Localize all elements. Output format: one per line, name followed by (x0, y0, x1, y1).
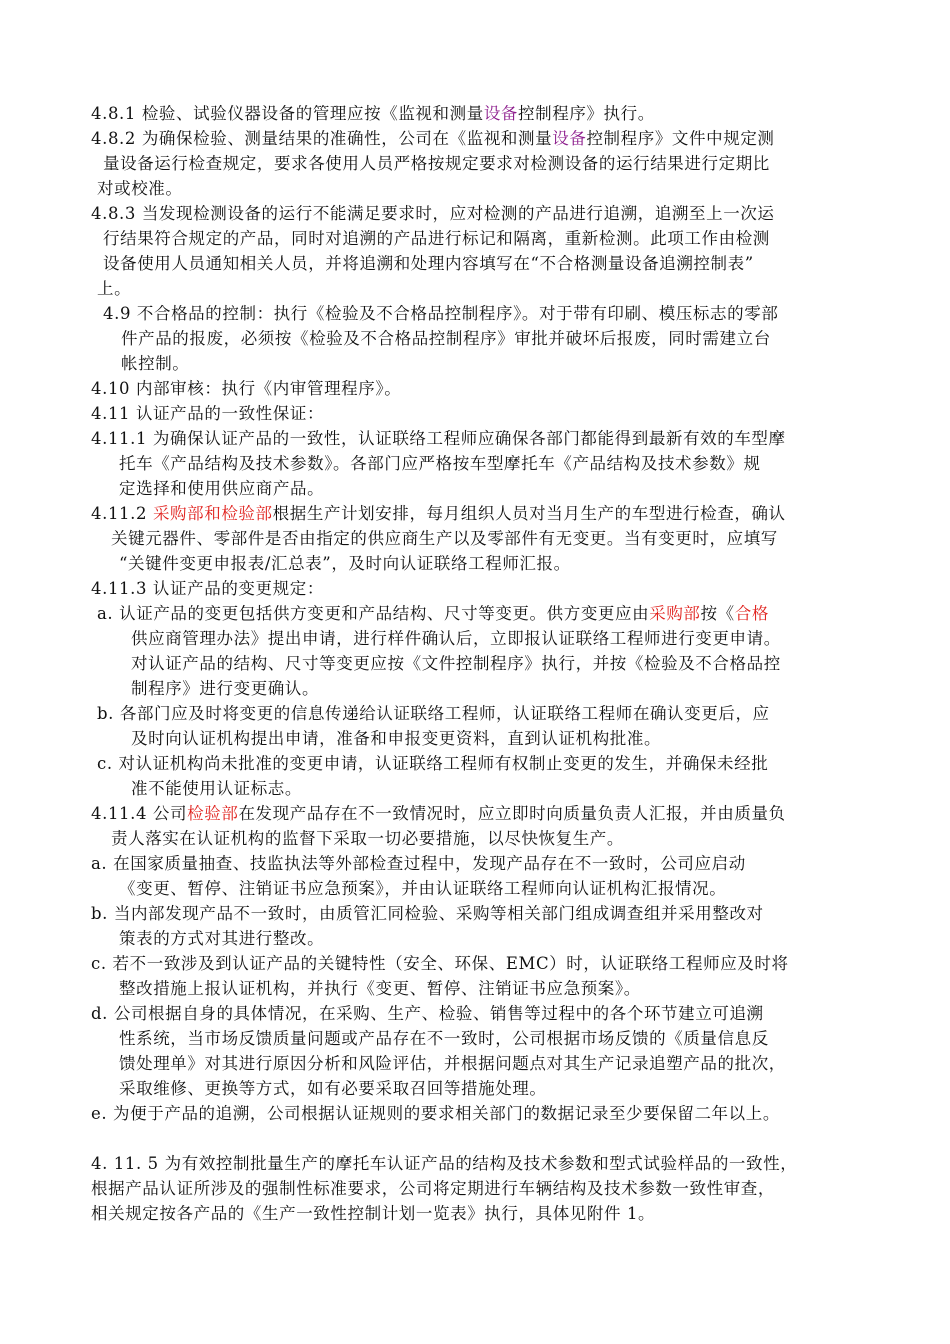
text-line (97, 703, 861, 725)
text-segment: “关键件变更申报表/汇总表”，及时向认证联络工程师汇报。 (119, 554, 571, 573)
text-segment: 4.8.3 当发现检测设备的运行不能满足要求时，应对检测的产品进行追溯，追溯至上一次运 (91, 204, 775, 223)
text-segment: 4. 11. 5 为有效控制批量生产的摩托车认证产品的结构及技术参数和型式试验样品的一致性， (91, 1154, 798, 1173)
highlighted-term: 采购部 (649, 604, 701, 623)
text-line (91, 1103, 861, 1125)
text-segment: 上。 (97, 279, 132, 298)
text-segment: 《变更、暂停、注销证书应急预案》，并由认证联络工程师向认证机构汇报情况。 (119, 879, 727, 898)
text-segment: 4.10 内部审核：执行《内审管理程序》。 (91, 379, 402, 398)
text-segment: a. 认证产品的变更包括供方变更和产品结构、尺寸等变更。供方变更应由 (97, 604, 650, 623)
text-line (131, 653, 861, 675)
text-segment: 馈处理单》对其进行原因分析和风险评估，并根据问题点对其生产记录追塑产品的批次， (119, 1054, 786, 1073)
text-line (91, 428, 861, 450)
text-line (103, 153, 861, 175)
text-line (131, 728, 831, 750)
text-line (103, 228, 861, 250)
text-line (91, 903, 861, 925)
text-segment: 4.11.4 公司 (91, 804, 188, 823)
text-segment: c. 若不一致涉及到认证产品的关键特性（安全、环保、EMC）时，认证联络工程师应及时将 (91, 954, 789, 973)
text-segment: 4.11.1 为确保认证产品的一致性，认证联络工程师应确保各部门都能得到最新有效的车型摩 (91, 429, 786, 448)
text-line (97, 178, 297, 200)
text-segment: 及时向认证机构提出申请，准备和申报变更资料，直到认证机构批准。 (131, 729, 662, 748)
text-segment: 件产品的报废，必须按《检验及不合格品控制程序》审批并破坏后报废，同时需建立台 (121, 329, 771, 348)
text-line (91, 1203, 791, 1225)
text-line (121, 328, 861, 350)
text-line (131, 678, 431, 700)
text-line (91, 378, 591, 400)
text-line (131, 778, 431, 800)
text-line (97, 753, 861, 775)
highlighted-term: 设备 (552, 129, 587, 148)
text-segment: 策表的方式对其进行整改。 (119, 929, 325, 948)
text-line (97, 603, 861, 625)
text-line (119, 478, 419, 500)
highlighted-term: 合格 (734, 604, 769, 623)
text-segment: 控制程序》执行。 (518, 104, 655, 123)
text-segment: 4.9 不合格品的控制：执行《检验及不合格品控制程序》。对于带有印刷、模压标志的零部 (103, 304, 779, 323)
text-segment: 责人落实在认证机构的监督下采取一切必要措施，以尽快恢复生产。 (111, 829, 624, 848)
text-line (91, 1003, 861, 1025)
text-segment: a. 在国家质量抽查、技监执法等外部检查过程中，发现产品存在不一致时，公司应启动 (91, 854, 746, 873)
highlighted-term: 设备 (483, 104, 519, 123)
text-segment: 4.8.1 检验、试验仪器设备的管理应按《监视和测量 (91, 104, 484, 123)
text-line (91, 1153, 861, 1175)
text-line (119, 978, 819, 1000)
text-segment: 按《 (700, 604, 735, 623)
text-line (121, 353, 321, 375)
text-segment: 性系统，当市场反馈质量问题或产品存在不一致时，公司根据市场反馈的《质量信息反 (119, 1029, 769, 1048)
text-segment: 准不能使用认证标志。 (131, 779, 302, 798)
text-line (91, 203, 861, 225)
text-segment: 整改措施上报认证机构，并执行《变更、暂停、注销证书应急预案》。 (119, 979, 641, 998)
text-segment: 制程序》进行变更确认。 (131, 679, 320, 698)
text-segment: 4.8.2 为确保检验、测量结果的准确性，公司在《监视和测量 (91, 129, 553, 148)
text-segment: 控制程序》文件中规定测 (586, 129, 775, 148)
text-segment: e. 为便于产品的追溯，公司根据认证规则的要求相关部门的数据记录至少要保留二年以上。 (91, 1104, 780, 1123)
text-line (119, 453, 861, 475)
highlighted-term: 采购部和检验部 (152, 504, 273, 523)
text-line (91, 803, 861, 825)
text-segment: 设备使用人员通知相关人员，并将追溯和处理内容填写在“不合格测量设备追溯控制表” (103, 254, 754, 273)
text-line (111, 828, 711, 850)
text-line (111, 528, 861, 550)
text-line (119, 928, 419, 950)
text-segment: 根据产品认证所涉及的强制性标准要求，公司将定期进行车辆结构及技术参数一致性审查， (91, 1179, 775, 1198)
text-segment: 供应商管理办法》提出申请，进行样件确认后，立即报认证联络工程师进行变更申请。 (131, 629, 781, 648)
text-segment: 托车《产品结构及技术参数》。各部门应严格按车型摩托车《产品结构及技术参数》规 (119, 454, 761, 473)
text-line (119, 1053, 871, 1075)
text-segment: d. 公司根据自身的具体情况，在采购、生产、检验、销售等过程中的各个环节建立可追溯 (91, 1004, 764, 1023)
text-line (119, 878, 819, 900)
text-segment: b. 各部门应及时将变更的信息传递给认证联络工程师，认证联络工程师在确认变更后，应 (97, 704, 770, 723)
text-segment: 量设备运行检查规定，要求各使用人员严格按规定要求对检测设备的运行结果进行定期比 (103, 154, 770, 173)
text-line (103, 303, 861, 325)
text-segment: 根据生产计划安排，每月组织人员对当月生产的车型进行检查，确认 (272, 504, 786, 523)
text-segment: 对或校准。 (97, 179, 183, 198)
text-line (119, 1028, 861, 1050)
text-segment: 对认证产品的结构、尺寸等变更应按《文件控制程序》执行，并按《检验及不合格品控 (131, 654, 781, 673)
text-segment: 定选择和使用供应商产品。 (119, 479, 325, 498)
text-segment: 4.11 认证产品的一致性保证： (91, 404, 325, 423)
text-line (91, 953, 861, 975)
text-line (91, 128, 861, 150)
text-segment: 4.11.3 认证产品的变更规定： (91, 579, 324, 598)
text-segment: 帐控制。 (121, 354, 190, 373)
text-line (91, 1178, 861, 1200)
text-segment: 关键元器件、零部件是否由指定的供应商生产以及零部件有无变更。当有变更时，应填写 (111, 529, 778, 548)
text-line (91, 578, 491, 600)
text-line (91, 853, 861, 875)
text-line (91, 103, 861, 125)
text-segment: b. 当内部发现产品不一致时，由质管汇同检验、采购等相关部门组成调查组并采用整改对 (91, 904, 764, 923)
text-segment: 在发现产品存在不一致情况时，应立即时向质量负责人汇报，并由质量负 (238, 804, 786, 823)
text-segment: c. 对认证机构尚未批准的变更申请，认证联络工程师有权制止变更的发生，并确保未经批 (97, 754, 769, 773)
text-segment: 采取维修、更换等方式，如有必要采取召回等措施处理。 (119, 1079, 547, 1098)
text-line (119, 1078, 719, 1100)
text-line (91, 503, 861, 525)
text-line (119, 553, 719, 575)
text-line (103, 253, 861, 275)
text-line (91, 403, 491, 425)
text-line (97, 278, 197, 300)
text-line (131, 628, 861, 650)
text-segment: 4.11.2 (91, 504, 153, 523)
text-segment: 相关规定按各产品的《生产一致性控制计划一览表》执行，具体见附件 1。 (91, 1204, 656, 1223)
highlighted-term: 检验部 (187, 804, 239, 823)
text-segment: 行结果符合规定的产品，同时对追溯的产品进行标记和隔离，重新检测。此项工作由检测 (103, 229, 770, 248)
